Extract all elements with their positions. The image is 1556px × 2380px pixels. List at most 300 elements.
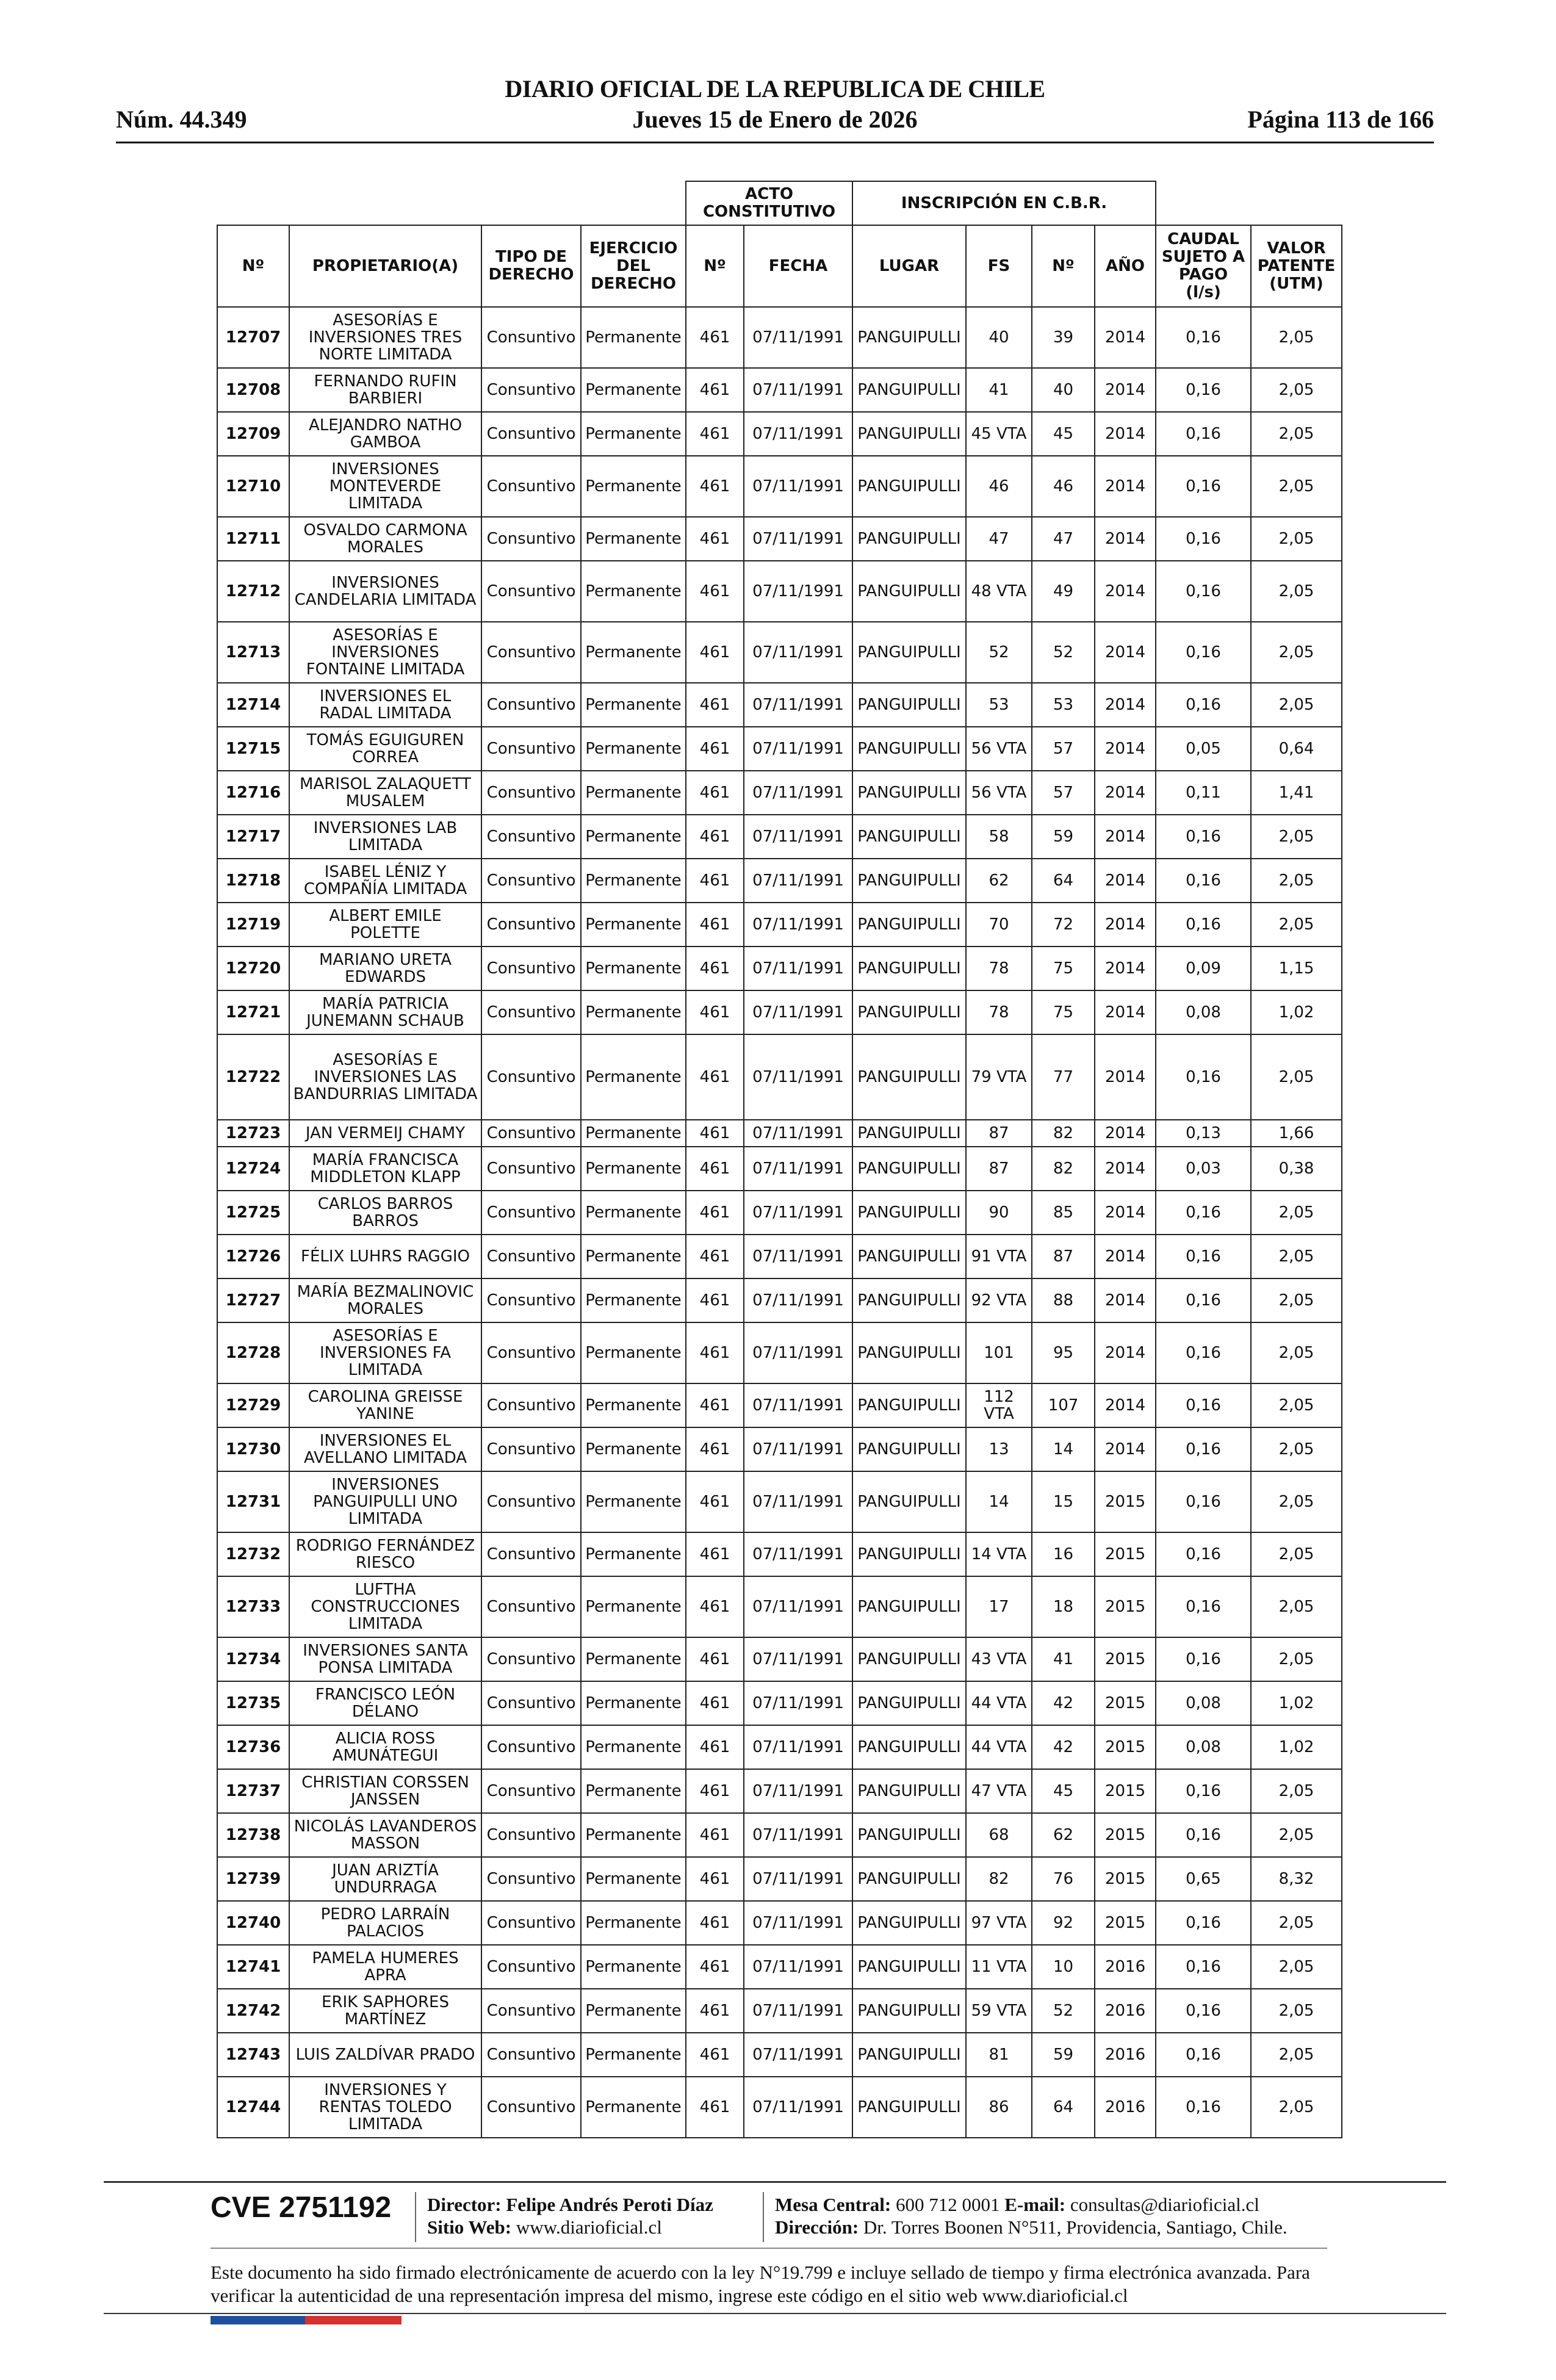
cell-act-number: 461 xyxy=(686,1813,744,1857)
cell-cbr-number: 47 xyxy=(1032,517,1095,561)
cell-exercise-type: Permanente xyxy=(581,1034,686,1120)
cell-owner-name: INVERSIONES SANTA PONSA LIMITADA xyxy=(289,1637,481,1681)
table-row xyxy=(217,1945,1342,1989)
cell-flow-rate: 0,16 xyxy=(1156,1813,1251,1857)
cell-owner-name: INVERSIONES PANGUIPULLI UNO LIMITADA xyxy=(289,1471,481,1532)
cell-flow-rate: 0,16 xyxy=(1156,2077,1251,2138)
cell-exercise-type: Permanente xyxy=(581,517,686,561)
cell-flow-rate: 0,16 xyxy=(1156,1945,1251,1989)
cell-fs-folio: 56 VTA xyxy=(966,771,1032,815)
cell-fs-folio: 52 xyxy=(966,622,1032,683)
cell-patent-value: 2,05 xyxy=(1251,1427,1342,1471)
cell-year: 2014 xyxy=(1095,307,1156,368)
cell-right-type: Consuntivo xyxy=(481,947,581,990)
cell-fs-folio: 44 VTA xyxy=(966,1725,1032,1769)
cell-right-type: Consuntivo xyxy=(481,1576,581,1637)
cell-act-date: 07/11/1991 xyxy=(744,1576,852,1637)
cell-row-number: 12707 xyxy=(217,307,289,368)
cell-act-number: 461 xyxy=(686,1427,744,1471)
cell-cbr-number: 107 xyxy=(1032,1383,1095,1427)
cell-place: PANGUIPULLI xyxy=(852,1945,966,1989)
table-row xyxy=(217,859,1342,903)
legal-notice: Este documento ha sido firmado electrónicamente de acuerdo con la ley N°19.799 e incluye sellado de tiempo y firma electrónica avanzada. Para verificar la autenticidad de una representación impresa del mismo, ingrese este código en el sitio web www.diarioficial.cl xyxy=(211,2262,1310,2306)
cell-exercise-type: Permanente xyxy=(581,771,686,815)
cell-cbr-number: 41 xyxy=(1032,1637,1095,1681)
cell-year: 2014 xyxy=(1095,412,1156,456)
cell-patent-value: 2,05 xyxy=(1251,903,1342,947)
cell-right-type: Consuntivo xyxy=(481,1235,581,1278)
cell-patent-value: 2,05 xyxy=(1251,1637,1342,1681)
director-line xyxy=(427,2193,713,2216)
col-header-flow: CAUDAL SUJETO A PAGO (l/s) xyxy=(1156,225,1251,307)
table-row xyxy=(217,771,1342,815)
cell-act-number: 461 xyxy=(686,517,744,561)
cell-place: PANGUIPULLI xyxy=(852,1725,966,1769)
cell-fs-folio: 11 VTA xyxy=(966,1945,1032,1989)
cell-row-number: 12739 xyxy=(217,1857,289,1901)
table-row xyxy=(217,1532,1342,1576)
cell-flow-rate: 0,16 xyxy=(1156,368,1251,412)
cell-act-number: 461 xyxy=(686,859,744,903)
cell-act-date: 07/11/1991 xyxy=(744,1989,852,2033)
cell-cbr-number: 18 xyxy=(1032,1576,1095,1637)
cell-patent-value: 1,41 xyxy=(1251,771,1342,815)
cell-act-date: 07/11/1991 xyxy=(744,1471,852,1532)
cell-flow-rate: 0,16 xyxy=(1156,307,1251,368)
cell-act-number: 461 xyxy=(686,1725,744,1769)
cell-exercise-type: Permanente xyxy=(581,456,686,517)
cell-patent-value: 2,05 xyxy=(1251,561,1342,622)
cell-year: 2014 xyxy=(1095,561,1156,622)
cell-patent-value: 1,02 xyxy=(1251,1681,1342,1725)
cell-row-number: 12711 xyxy=(217,517,289,561)
cell-fs-folio: 17 xyxy=(966,1576,1032,1637)
cell-row-number: 12708 xyxy=(217,368,289,412)
header-divider xyxy=(116,142,1434,143)
cell-patent-value: 2,05 xyxy=(1251,412,1342,456)
cell-exercise-type: Permanente xyxy=(581,1120,686,1147)
table-row xyxy=(217,947,1342,990)
cell-place: PANGUIPULLI xyxy=(852,1681,966,1725)
table-row xyxy=(217,456,1342,517)
cell-act-date: 07/11/1991 xyxy=(744,412,852,456)
cell-act-date: 07/11/1991 xyxy=(744,947,852,990)
cell-exercise-type: Permanente xyxy=(581,412,686,456)
cell-exercise-type: Permanente xyxy=(581,1857,686,1901)
cell-place: PANGUIPULLI xyxy=(852,683,966,727)
cell-right-type: Consuntivo xyxy=(481,307,581,368)
cell-patent-value: 2,05 xyxy=(1251,1471,1342,1532)
cell-act-number: 461 xyxy=(686,683,744,727)
cell-fs-folio: 40 xyxy=(966,307,1032,368)
cell-cbr-number: 45 xyxy=(1032,1769,1095,1813)
cell-patent-value: 2,05 xyxy=(1251,1769,1342,1813)
cell-act-number: 461 xyxy=(686,727,744,771)
cell-act-date: 07/11/1991 xyxy=(744,307,852,368)
cell-year: 2014 xyxy=(1095,947,1156,990)
cell-year: 2015 xyxy=(1095,1637,1156,1681)
cell-year: 2014 xyxy=(1095,859,1156,903)
water-rights-table xyxy=(217,181,1342,2138)
cell-place: PANGUIPULLI xyxy=(852,561,966,622)
cell-cbr-number: 77 xyxy=(1032,1034,1095,1120)
cell-exercise-type: Permanente xyxy=(581,990,686,1034)
cell-cbr-number: 76 xyxy=(1032,1857,1095,1901)
email-link[interactable]: consultas@diarioficial.cl xyxy=(1070,2194,1259,2215)
cell-right-type: Consuntivo xyxy=(481,1725,581,1769)
cell-exercise-type: Permanente xyxy=(581,1427,686,1471)
cell-place: PANGUIPULLI xyxy=(852,1901,966,1945)
cell-fs-folio: 44 VTA xyxy=(966,1681,1032,1725)
cell-right-type: Consuntivo xyxy=(481,517,581,561)
cell-act-number: 461 xyxy=(686,1989,744,2033)
cell-act-number: 461 xyxy=(686,1471,744,1532)
cell-exercise-type: Permanente xyxy=(581,1191,686,1235)
cell-year: 2014 xyxy=(1095,771,1156,815)
cell-place: PANGUIPULLI xyxy=(852,456,966,517)
cell-place: PANGUIPULLI xyxy=(852,1471,966,1532)
cell-owner-name: ALICIA ROSS AMUNÁTEGUI xyxy=(289,1725,481,1769)
cell-place: PANGUIPULLI xyxy=(852,947,966,990)
cell-act-number: 461 xyxy=(686,1191,744,1235)
cell-act-number: 461 xyxy=(686,561,744,622)
cell-place: PANGUIPULLI xyxy=(852,990,966,1034)
cell-place: PANGUIPULLI xyxy=(852,1769,966,1813)
cell-year: 2014 xyxy=(1095,368,1156,412)
cell-act-number: 461 xyxy=(686,1769,744,1813)
cell-act-number: 461 xyxy=(686,412,744,456)
cell-cbr-number: 40 xyxy=(1032,368,1095,412)
cell-flow-rate: 0,16 xyxy=(1156,456,1251,517)
cell-patent-value: 2,05 xyxy=(1251,1278,1342,1322)
cell-patent-value: 2,05 xyxy=(1251,1383,1342,1427)
cell-right-type: Consuntivo xyxy=(481,1120,581,1147)
cell-year: 2015 xyxy=(1095,1901,1156,1945)
cell-cbr-number: 46 xyxy=(1032,456,1095,517)
cell-fs-folio: 41 xyxy=(966,368,1032,412)
cell-year: 2016 xyxy=(1095,1989,1156,2033)
cell-fs-folio: 62 xyxy=(966,859,1032,903)
cell-act-date: 07/11/1991 xyxy=(744,1901,852,1945)
cell-fs-folio: 47 VTA xyxy=(966,1769,1032,1813)
cell-flow-rate: 0,16 xyxy=(1156,1532,1251,1576)
cell-year: 2015 xyxy=(1095,1681,1156,1725)
col-header-act-number: Nº xyxy=(686,225,744,307)
cell-flow-rate: 0,03 xyxy=(1156,1147,1251,1191)
cell-owner-name: INVERSIONES MONTEVERDE LIMITADA xyxy=(289,456,481,517)
cell-owner-name: INVERSIONES EL RADAL LIMITADA xyxy=(289,683,481,727)
cell-cbr-number: 82 xyxy=(1032,1147,1095,1191)
cell-year: 2015 xyxy=(1095,1576,1156,1637)
col-header-right-type: TIPO DE DERECHO xyxy=(481,225,581,307)
cell-fs-folio: 91 VTA xyxy=(966,1235,1032,1278)
cell-place: PANGUIPULLI xyxy=(852,1857,966,1901)
cell-flow-rate: 0,13 xyxy=(1156,1120,1251,1147)
cell-right-type: Consuntivo xyxy=(481,1813,581,1857)
cell-exercise-type: Permanente xyxy=(581,561,686,622)
cell-year: 2014 xyxy=(1095,815,1156,859)
contact-line xyxy=(775,2193,1259,2216)
cell-cbr-number: 75 xyxy=(1032,947,1095,990)
cell-flow-rate: 0,16 xyxy=(1156,1576,1251,1637)
cell-cbr-number: 42 xyxy=(1032,1725,1095,1769)
cell-act-number: 461 xyxy=(686,990,744,1034)
col-header-patent-value: VALOR PATENTE (UTM) xyxy=(1251,225,1342,307)
cell-right-type: Consuntivo xyxy=(481,1147,581,1191)
cve-code: CVE 2751192 xyxy=(211,2191,392,2224)
cell-year: 2015 xyxy=(1095,1471,1156,1532)
cell-year: 2014 xyxy=(1095,456,1156,517)
cell-cbr-number: 59 xyxy=(1032,2033,1095,2077)
table-row xyxy=(217,412,1342,456)
cell-owner-name: TOMÁS EGUIGUREN CORREA xyxy=(289,727,481,771)
cell-right-type: Consuntivo xyxy=(481,2033,581,2077)
col-header-fs: FS xyxy=(966,225,1032,307)
col-header-exercise: EJERCICIO DEL DERECHO xyxy=(581,225,686,307)
cell-patent-value: 1,66 xyxy=(1251,1120,1342,1147)
cell-place: PANGUIPULLI xyxy=(852,1427,966,1471)
cell-row-number: 12730 xyxy=(217,1427,289,1471)
address: Dr. Torres Boonen N°511, Providencia, Santiago, Chile. xyxy=(863,2216,1288,2238)
cell-row-number: 12741 xyxy=(217,1945,289,1989)
cell-exercise-type: Permanente xyxy=(581,1813,686,1857)
cell-place: PANGUIPULLI xyxy=(852,622,966,683)
cell-row-number: 12726 xyxy=(217,1235,289,1278)
cell-act-date: 07/11/1991 xyxy=(744,1681,852,1725)
cell-exercise-type: Permanente xyxy=(581,1471,686,1532)
cell-cbr-number: 64 xyxy=(1032,2077,1095,2138)
cell-patent-value: 2,05 xyxy=(1251,1322,1342,1383)
table-row xyxy=(217,683,1342,727)
cell-place: PANGUIPULLI xyxy=(852,1576,966,1637)
cell-fs-folio: 90 xyxy=(966,1191,1032,1235)
cell-flow-rate: 0,16 xyxy=(1156,683,1251,727)
cell-act-date: 07/11/1991 xyxy=(744,1278,852,1322)
cell-act-date: 07/11/1991 xyxy=(744,2033,852,2077)
cell-exercise-type: Permanente xyxy=(581,2033,686,2077)
cell-year: 2015 xyxy=(1095,1532,1156,1576)
table-row xyxy=(217,1725,1342,1769)
cell-act-date: 07/11/1991 xyxy=(744,1147,852,1191)
issue-number: Núm. 44.349 xyxy=(116,106,247,133)
cell-right-type: Consuntivo xyxy=(481,727,581,771)
cell-year: 2016 xyxy=(1095,2077,1156,2138)
cell-place: PANGUIPULLI xyxy=(852,727,966,771)
cell-year: 2014 xyxy=(1095,1191,1156,1235)
cell-act-date: 07/11/1991 xyxy=(744,727,852,771)
cell-act-date: 07/11/1991 xyxy=(744,368,852,412)
cell-exercise-type: Permanente xyxy=(581,1945,686,1989)
cell-right-type: Consuntivo xyxy=(481,903,581,947)
cell-act-date: 07/11/1991 xyxy=(744,815,852,859)
table-row xyxy=(217,1120,1342,1147)
cell-right-type: Consuntivo xyxy=(481,561,581,622)
cell-year: 2015 xyxy=(1095,1857,1156,1901)
footer-divider xyxy=(104,2313,1446,2314)
cell-act-date: 07/11/1991 xyxy=(744,1034,852,1120)
cell-act-date: 07/11/1991 xyxy=(744,683,852,727)
cell-act-number: 461 xyxy=(686,1901,744,1945)
cell-owner-name: ISABEL LÉNIZ Y COMPAÑÍA LIMITADA xyxy=(289,859,481,903)
website-link[interactable]: www.diarioficial.cl xyxy=(516,2216,662,2238)
cell-flow-rate: 0,08 xyxy=(1156,1681,1251,1725)
cell-patent-value: 2,05 xyxy=(1251,1235,1342,1278)
issue-date: Jueves 15 de Enero de 2026 xyxy=(632,106,918,133)
table-row xyxy=(217,1034,1342,1120)
col-header-year: AÑO xyxy=(1095,225,1156,307)
cell-place: PANGUIPULLI xyxy=(852,1147,966,1191)
cell-cbr-number: 59 xyxy=(1032,815,1095,859)
cell-cbr-number: 14 xyxy=(1032,1427,1095,1471)
acto-constitutivo-header: ACTO CONSTITUTIVO xyxy=(686,181,852,225)
cell-fs-folio: 45 VTA xyxy=(966,412,1032,456)
cell-fs-folio: 68 xyxy=(966,1813,1032,1857)
cell-right-type: Consuntivo xyxy=(481,1681,581,1725)
cell-cbr-number: 39 xyxy=(1032,307,1095,368)
cell-patent-value: 2,05 xyxy=(1251,1191,1342,1235)
cell-act-number: 461 xyxy=(686,1120,744,1147)
table-row xyxy=(217,1901,1342,1945)
website-line xyxy=(427,2216,662,2238)
header-spacer xyxy=(1156,181,1342,225)
cell-act-number: 461 xyxy=(686,771,744,815)
cell-year: 2015 xyxy=(1095,1769,1156,1813)
cell-flow-rate: 0,16 xyxy=(1156,1769,1251,1813)
website-label: Sitio Web: xyxy=(427,2216,512,2238)
cell-year: 2014 xyxy=(1095,517,1156,561)
table-row xyxy=(217,1769,1342,1813)
cell-right-type: Consuntivo xyxy=(481,1322,581,1383)
table-body xyxy=(217,307,1342,2138)
table-row xyxy=(217,1471,1342,1532)
cell-exercise-type: Permanente xyxy=(581,1147,686,1191)
table-row xyxy=(217,517,1342,561)
cell-row-number: 12743 xyxy=(217,2033,289,2077)
flag-stripe-red xyxy=(305,2316,402,2324)
cell-act-date: 07/11/1991 xyxy=(744,1427,852,1471)
cell-flow-rate: 0,16 xyxy=(1156,1191,1251,1235)
cell-act-number: 461 xyxy=(686,1147,744,1191)
cell-patent-value: 2,05 xyxy=(1251,307,1342,368)
cell-row-number: 12720 xyxy=(217,947,289,990)
address-line xyxy=(775,2216,1288,2238)
cell-fs-folio: 87 xyxy=(966,1147,1032,1191)
footer-separator xyxy=(763,2192,764,2242)
table-row xyxy=(217,1427,1342,1471)
cell-fs-folio: 86 xyxy=(966,2077,1032,2138)
column-header-row xyxy=(217,225,1342,307)
cell-fs-folio: 13 xyxy=(966,1427,1032,1471)
cell-row-number: 12710 xyxy=(217,456,289,517)
cell-right-type: Consuntivo xyxy=(481,1989,581,2033)
cell-exercise-type: Permanente xyxy=(581,903,686,947)
cell-act-date: 07/11/1991 xyxy=(744,1725,852,1769)
cell-flow-rate: 0,16 xyxy=(1156,1235,1251,1278)
cell-right-type: Consuntivo xyxy=(481,1901,581,1945)
cell-cbr-number: 75 xyxy=(1032,990,1095,1034)
cell-flow-rate: 0,16 xyxy=(1156,903,1251,947)
cell-fs-folio: 56 VTA xyxy=(966,727,1032,771)
cell-flow-rate: 0,16 xyxy=(1156,1034,1251,1120)
cell-owner-name: MARÍA BEZMALINOVIC MORALES xyxy=(289,1278,481,1322)
cell-owner-name: LUFTHA CONSTRUCCIONES LIMITADA xyxy=(289,1576,481,1637)
header-spacer xyxy=(217,181,686,225)
cell-exercise-type: Permanente xyxy=(581,1235,686,1278)
cell-flow-rate: 0,65 xyxy=(1156,1857,1251,1901)
cell-owner-name: FRANCISCO LEÓN DÉLANO xyxy=(289,1681,481,1725)
cell-place: PANGUIPULLI xyxy=(852,1383,966,1427)
cell-fs-folio: 59 VTA xyxy=(966,1989,1032,2033)
cell-fs-folio: 81 xyxy=(966,2033,1032,2077)
cell-place: PANGUIPULLI xyxy=(852,2033,966,2077)
cell-patent-value: 2,05 xyxy=(1251,456,1342,517)
cell-cbr-number: 72 xyxy=(1032,903,1095,947)
table-row xyxy=(217,1191,1342,1235)
cell-act-number: 461 xyxy=(686,1383,744,1427)
cell-place: PANGUIPULLI xyxy=(852,1322,966,1383)
cell-right-type: Consuntivo xyxy=(481,1769,581,1813)
cell-flow-rate: 0,16 xyxy=(1156,412,1251,456)
address-label: Dirección: xyxy=(775,2216,859,2238)
cell-cbr-number: 92 xyxy=(1032,1901,1095,1945)
table-row xyxy=(217,1681,1342,1725)
cell-exercise-type: Permanente xyxy=(581,1576,686,1637)
cell-row-number: 12721 xyxy=(217,990,289,1034)
cell-cbr-number: 42 xyxy=(1032,1681,1095,1725)
cell-patent-value: 2,05 xyxy=(1251,1945,1342,1989)
cell-act-number: 461 xyxy=(686,1945,744,1989)
table-row xyxy=(217,1147,1342,1191)
cell-act-number: 461 xyxy=(686,456,744,517)
cell-exercise-type: Permanente xyxy=(581,1532,686,1576)
cell-act-number: 461 xyxy=(686,2077,744,2138)
cell-right-type: Consuntivo xyxy=(481,683,581,727)
cell-right-type: Consuntivo xyxy=(481,1191,581,1235)
cell-cbr-number: 52 xyxy=(1032,622,1095,683)
cell-patent-value: 2,05 xyxy=(1251,1034,1342,1120)
cell-exercise-type: Permanente xyxy=(581,1383,686,1427)
cell-place: PANGUIPULLI xyxy=(852,368,966,412)
cell-year: 2014 xyxy=(1095,1427,1156,1471)
cell-place: PANGUIPULLI xyxy=(852,1813,966,1857)
cell-exercise-type: Permanente xyxy=(581,368,686,412)
flag-stripe-blue xyxy=(211,2316,305,2324)
cell-act-number: 461 xyxy=(686,903,744,947)
cell-year: 2016 xyxy=(1095,1945,1156,1989)
cell-patent-value: 1,15 xyxy=(1251,947,1342,990)
cell-year: 2014 xyxy=(1095,1322,1156,1383)
cell-place: PANGUIPULLI xyxy=(852,1637,966,1681)
cell-act-number: 461 xyxy=(686,307,744,368)
cell-right-type: Consuntivo xyxy=(481,859,581,903)
cell-row-number: 12727 xyxy=(217,1278,289,1322)
cell-row-number: 12728 xyxy=(217,1322,289,1383)
cell-exercise-type: Permanente xyxy=(581,307,686,368)
cell-patent-value: 8,32 xyxy=(1251,1857,1342,1901)
cell-exercise-type: Permanente xyxy=(581,1725,686,1769)
cell-act-number: 461 xyxy=(686,1278,744,1322)
cell-flow-rate: 0,16 xyxy=(1156,815,1251,859)
cell-owner-name: LUIS ZALDÍVAR PRADO xyxy=(289,2033,481,2077)
table-row xyxy=(217,561,1342,622)
cell-cbr-number: 64 xyxy=(1032,859,1095,903)
cell-year: 2014 xyxy=(1095,1235,1156,1278)
cell-place: PANGUIPULLI xyxy=(852,1034,966,1120)
cell-owner-name: MARÍA FRANCISCA MIDDLETON KLAPP xyxy=(289,1147,481,1191)
cell-right-type: Consuntivo xyxy=(481,412,581,456)
table-row xyxy=(217,1989,1342,2033)
table-row xyxy=(217,1857,1342,1901)
